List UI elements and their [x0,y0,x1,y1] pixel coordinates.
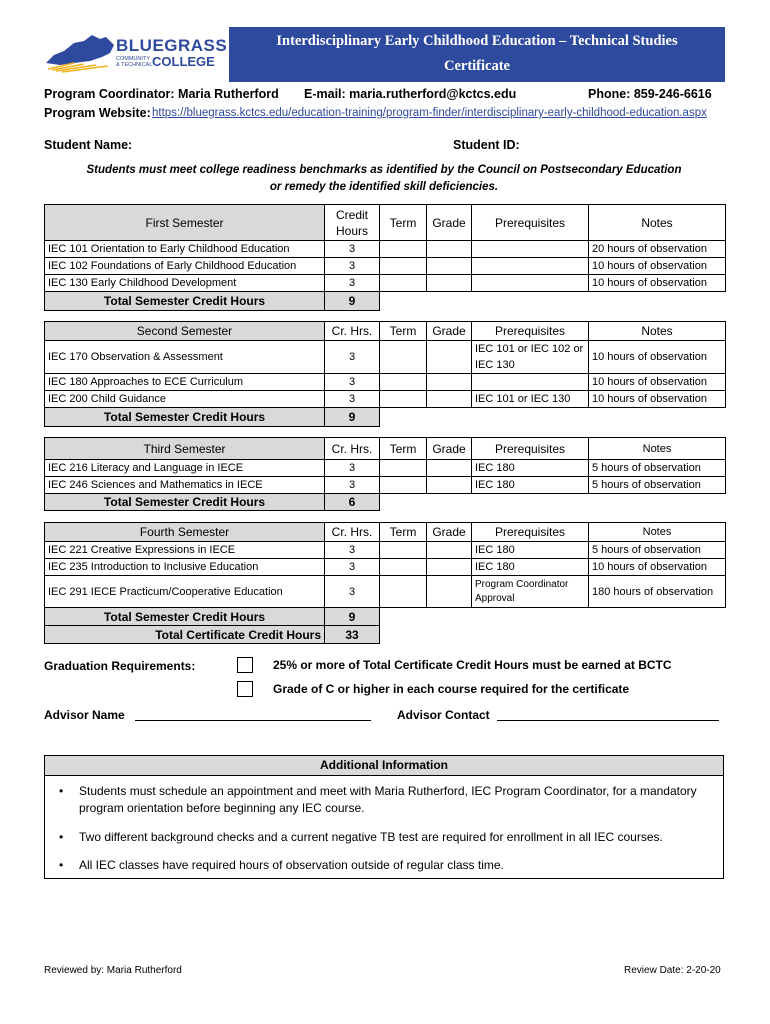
program-coordinator: Program Coordinator: Maria Rutherford [44,87,279,101]
course-hours: 3 [325,341,380,374]
readiness-notice [44,162,724,196]
certificate-total-hours: 33 [325,626,380,644]
prereq-cell [472,258,589,275]
course-name: IEC 102 Foundations of Early Childhood Education [45,258,325,275]
course-name: IEC 200 Child Guidance [45,391,325,408]
term-cell[interactable] [380,559,427,576]
student-id-label: Student ID: [453,138,520,152]
grade-cell[interactable] [427,258,472,275]
logo-college: COLLEGE [152,54,215,69]
list-item-text: Students must schedule an appointment and meet with Maria Rutherford, IEC Program Coordinator, for a mandatory program orientation before beginning any IEC course. [79,784,697,815]
course-name: IEC 291 IECE Practicum/Cooperative Education [45,576,325,608]
prereq-cell: IEC 180 [472,477,589,494]
notes-cell: 20 hours of observation [589,241,726,258]
term-cell[interactable] [380,341,427,374]
course-name: IEC 216 Literacy and Language in IECE [45,460,325,477]
prereq-cell: IEC 180 [472,542,589,559]
additional-information-box [44,755,724,879]
bullet-icon: • [59,858,64,872]
prereq-cell: IEC 180 [472,460,589,477]
fourth-semester-table [44,522,726,644]
semester-title: Third Semester [45,438,325,460]
course-hours: 3 [325,477,380,494]
grade-cell[interactable] [427,374,472,391]
total-label: Total Semester Credit Hours [45,292,325,311]
college-logo [44,33,228,73]
semester-title: Fourth Semester [45,523,325,542]
title-line1: Interdisciplinary Early Childhood Education – Technical Studies [276,33,678,49]
grade-cell[interactable] [427,275,472,292]
prereq-cell [472,275,589,292]
term-header: Term [380,523,427,542]
notes-header: Notes [589,322,726,341]
total-hours: 6 [325,494,380,511]
requirement-1-text: 25% or more of Total Certificate Credit Hours must be earned at BCTC [273,658,672,672]
graduation-requirements-label: Graduation Requirements: [44,659,196,673]
notes-cell: 5 hours of observation [589,460,726,477]
logo-sub1: COMMUNITY [116,56,150,62]
prereq-header: Prerequisites [472,322,589,341]
course-name: IEC 170 Observation & Assessment [45,341,325,374]
student-name-label: Student Name: [44,138,133,152]
requirement-1-checkbox[interactable] [237,657,253,673]
notes-cell: 10 hours of observation [589,258,726,275]
prereq-cell: Program Coordinator Approval [472,576,589,608]
advisor-name-label: Advisor Name [44,708,125,722]
course-hours: 3 [325,542,380,559]
program-website-label: Program Website: [44,106,151,120]
course-name: IEC 180 Approaches to ECE Curriculum [45,374,325,391]
advisor-name-field[interactable] [135,720,371,721]
certificate-title [229,27,725,82]
grade-cell[interactable] [427,559,472,576]
requirement-2-text: Grade of C or higher in each course required for the certificate [273,682,630,696]
term-cell[interactable] [380,391,427,408]
notes-cell: 180 hours of observation [589,576,726,608]
grade-cell[interactable] [427,542,472,559]
first-semester-table [44,204,726,311]
table-row [45,542,726,559]
table-row [45,477,726,494]
course-hours: 3 [325,374,380,391]
credit-header-line2: Hours [335,223,368,238]
prereq-cell: IEC 101 or IEC 130 [472,391,589,408]
prereq-cell [472,241,589,258]
logo-name: BLUEGRASS [116,36,228,55]
list-item-text: Two different background checks and a current negative TB test are required for enrollment in all IEC courses. [79,830,663,844]
grade-header: Grade [427,523,472,542]
grade-cell[interactable] [427,341,472,374]
course-hours: 3 [325,576,380,608]
advisor-contact-label: Advisor Contact [397,708,490,722]
grade-cell[interactable] [427,391,472,408]
third-semester-table [44,437,726,511]
grade-cell[interactable] [427,576,472,608]
grade-header: Grade [427,205,472,241]
prereq-header: Prerequisites [472,523,589,542]
table-row [45,341,726,374]
total-label: Total Semester Credit Hours [45,408,325,427]
term-header: Term [380,205,427,241]
notice-line2: or remedy the identified skill deficiencies. [269,181,499,193]
grade-header: Grade [427,322,472,341]
term-cell[interactable] [380,576,427,608]
table-row [45,374,726,391]
notes-cell: 5 hours of observation [589,477,726,494]
course-hours: 3 [325,559,380,576]
term-cell[interactable] [380,258,427,275]
course-hours: 3 [325,241,380,258]
table-row [45,241,726,258]
requirement-2-checkbox[interactable] [237,681,253,697]
term-cell[interactable] [380,275,427,292]
course-hours: 3 [325,460,380,477]
coordinator-phone: Phone: 859-246-6616 [588,87,712,101]
logo-subtitle [116,56,152,68]
prereq-cell: IEC 101 or IEC 102 or IEC 130 [472,341,589,374]
semester-title: First Semester [45,205,325,241]
course-name: IEC 246 Sciences and Mathematics in IECE [45,477,325,494]
credit-hours-header [325,205,380,241]
term-cell[interactable] [380,374,427,391]
term-header: Term [380,438,427,460]
notice-line1: Students must meet college readiness benchmarks as identified by the Council on Postsecondary Education [86,164,682,176]
table-row [45,391,726,408]
notes-header: Notes [589,205,726,241]
course-hours: 3 [325,391,380,408]
title-line2: Certificate [443,58,510,74]
prereq-cell: IEC 180 [472,559,589,576]
grade-cell[interactable] [427,241,472,258]
additional-information-title: Additional Information [45,756,723,776]
total-hours: 9 [325,292,380,311]
coordinator-email: E-mail: maria.rutherford@kctcs.edu [304,87,517,101]
course-name: IEC 101 Orientation to Early Childhood Education [45,241,325,258]
prereq-header: Prerequisites [472,205,589,241]
total-label: Total Semester Credit Hours [45,494,325,511]
table-row [45,559,726,576]
list-item [59,783,699,817]
reviewed-by: Reviewed by: Maria Rutherford [44,965,182,976]
course-name: IEC 130 Early Childhood Development [45,275,325,292]
second-semester-table [44,321,726,427]
list-item-text: All IEC classes have required hours of observation outside of regular class time. [79,858,504,872]
table-row [45,258,726,275]
course-hours: 3 [325,258,380,275]
table-row [45,275,726,292]
list-item [59,829,699,846]
notes-cell: 10 hours of observation [589,391,726,408]
prereq-cell [472,374,589,391]
total-label: Total Semester Credit Hours [45,608,325,626]
course-name: IEC 235 Introduction to Inclusive Education [45,559,325,576]
course-hours: 3 [325,275,380,292]
certificate-total-label: Total Certificate Credit Hours [45,626,325,644]
credit-header-line1: Credit [335,207,368,222]
bullet-icon: • [59,830,64,844]
notes-header: Notes [589,523,726,542]
total-hours: 9 [325,408,380,427]
cr-hrs-header: Cr. Hrs. [325,523,380,542]
table-row [45,460,726,477]
notes-cell: 10 hours of observation [589,275,726,292]
term-cell[interactable] [380,542,427,559]
total-hours: 9 [325,608,380,626]
notes-cell: 10 hours of observation [589,374,726,391]
prereq-header: Prerequisites [472,438,589,460]
grade-cell[interactable] [427,460,472,477]
bullet-icon: • [59,784,64,798]
term-cell[interactable] [380,477,427,494]
course-name: IEC 221 Creative Expressions in IECE [45,542,325,559]
review-date: Review Date: 2-20-20 [624,965,721,976]
table-row [45,576,726,608]
notes-cell: 5 hours of observation [589,542,726,559]
grade-cell[interactable] [427,477,472,494]
advisor-contact-field[interactable] [497,720,719,721]
term-cell[interactable] [380,460,427,477]
logo-sub2: & TECHNICAL [116,62,153,68]
term-header: Term [380,322,427,341]
cr-hrs-header: Cr. Hrs. [325,322,380,341]
list-item [59,857,699,874]
notes-cell: 10 hours of observation [589,341,726,374]
program-website-link[interactable]: https://bluegrass.kctcs.edu/education-training/program-finder/interdisciplinary-early-childhood-education.aspx [152,107,707,119]
cr-hrs-header: Cr. Hrs. [325,438,380,460]
term-cell[interactable] [380,241,427,258]
notes-cell: 10 hours of observation [589,559,726,576]
grade-header: Grade [427,438,472,460]
semester-title: Second Semester [45,322,325,341]
notes-header: Notes [589,438,726,460]
